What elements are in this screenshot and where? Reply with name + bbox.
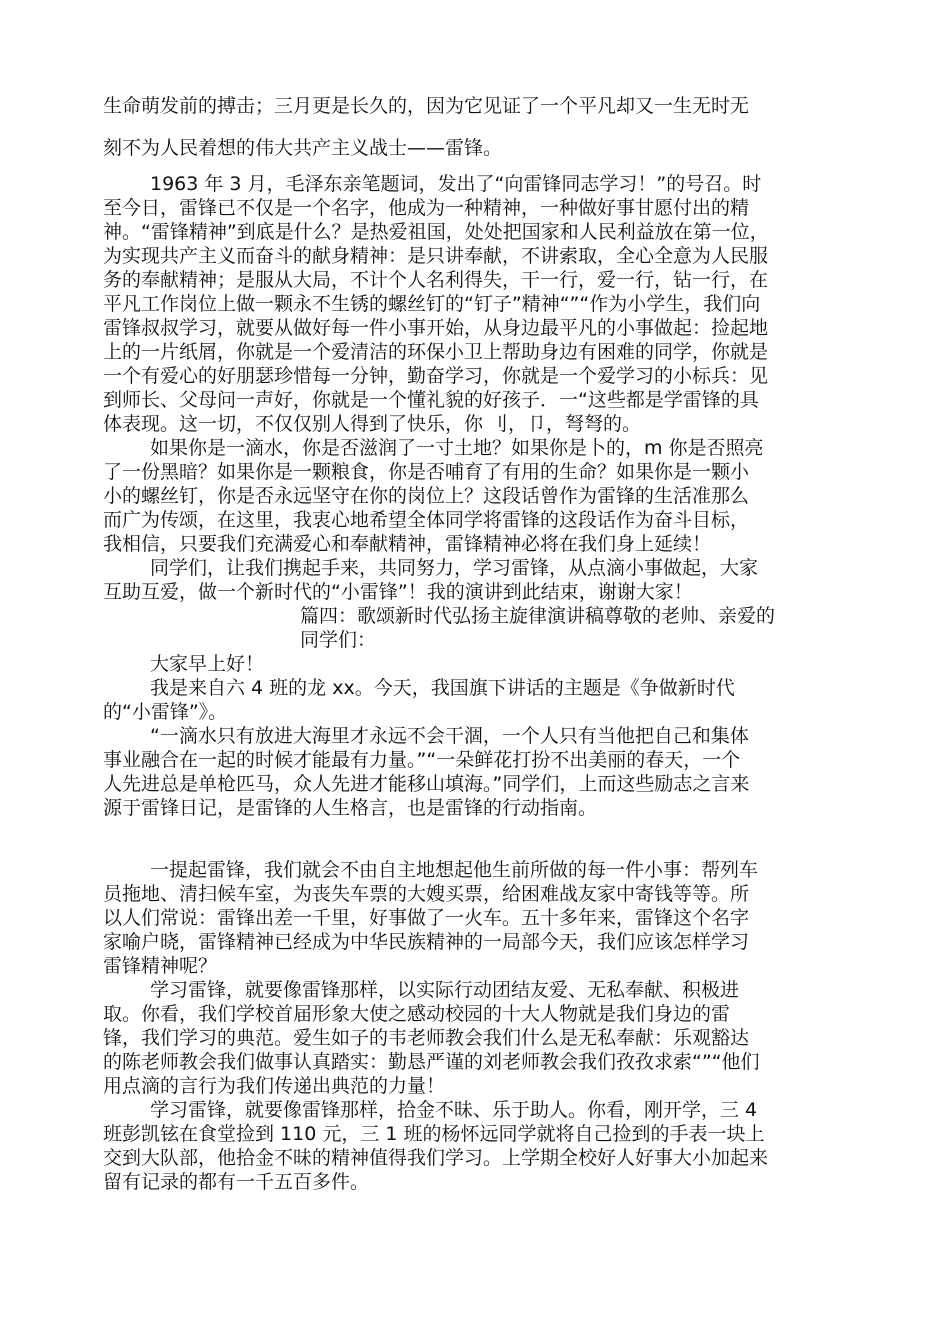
text-line: 刻不为人民着想的伟大共产主义战士——雷锋。	[103, 137, 503, 159]
text-line: 雷锋叔叔学习，就要从做好每一件小事开始，从身边最平凡的小事做起：捡起地	[103, 317, 769, 339]
text-line: 人先进总是单枪匹马，众人先进才能移山填海。”同学们，上而这些励志之言来	[103, 773, 750, 795]
text-line: 源于雷锋日记，是雷锋的人生格言，也是雷锋的行动指南。	[103, 797, 598, 819]
text-line: 小的螺丝钉，你是否永远坚守在你的岗位上？这段话曾作为雷锋的生活准那么	[103, 485, 750, 507]
text-line: 学习雷锋，就要像雷锋那样，以实际行动团结友爱、无私奉献、积极进	[150, 979, 740, 1001]
text-line: 学习雷锋，就要像雷锋那样，拾金不昧、乐于助人。你看，刚开学，三 4	[150, 1099, 758, 1121]
text-line: 而广为传颂，在这里，我衷心地希望全体同学将雷锋的这段话作为奋斗目标，	[103, 509, 750, 531]
text-line: 取。你看，我们学校首届形象大使之感动校园的十大人物就是我们身边的雷	[103, 1003, 731, 1025]
text-line: 神。“雷锋精神”到底是什么？是热爱祖国，处处把国家和人民利益放在第一位，	[103, 221, 769, 243]
text-line: 一个有爱心的好朋瑟珍惜每一分钟，勤奋学习，你就是一个爱学习的小标兵：见	[103, 365, 769, 387]
text-line: 雷锋精神呢？	[103, 955, 218, 977]
text-line: 1963 年 3 月，毛泽东亲笔题词，发出了“向雷锋同志学习！”的号召。时	[150, 173, 762, 195]
text-line: 务的奉献精神；是服从大局，不计个人名利得失，干一行，爱一行，钻一行，在	[103, 269, 769, 291]
text-line: 大家早上好！	[150, 653, 265, 675]
text-line: 我是来自六 4 班的龙 xx。今天，我国旗下讲话的主题是《争做新时代	[150, 677, 735, 699]
text-line: 上的一片纸屑，你就是一个爱清洁的环保小卫上帮助身边有困难的同学，你就是	[103, 341, 769, 363]
text-line: 生命萌发前的搏击；三月更是长久的，因为它见证了一个平凡却又一生无时无	[103, 95, 750, 117]
text-line: 为实现共产主义而奋斗的献身精神：是只讲奉献，不讲索取，全心全意为人民服	[103, 245, 769, 267]
text-line: 的“小雷锋”》。	[103, 701, 228, 723]
text-line: 同学们，让我们携起手来，共同努力，学习雷锋，从点滴小事做起，大家	[150, 557, 759, 579]
text-line: 锋，我们学习的典范。爱生如子的韦老师教会我们什么是无私奉献：乐观豁达	[103, 1027, 750, 1049]
text-line: 了一份黑暗？如果你是一颗粮食，你是否哺育了有用的生命？如果你是一颗小	[103, 461, 750, 483]
text-line: 的陈老师教会我们做事认真踏实：勤恳严谨的刘老师教会我们孜孜求索“”“他们	[103, 1051, 760, 1073]
text-line: 班彭凯铉在食堂捡到 110 元，三 1 班的杨怀远同学就将自己捡到的手表一块上	[103, 1123, 765, 1145]
text-line: 交到大队部，他拾金不昧的精神值得我们学习。上学期全校好人好事大小加起来	[103, 1147, 769, 1169]
text-line: 用点滴的言行为我们传递出典范的力量！	[103, 1075, 446, 1097]
text-line: 至今日，雷锋已不仅是一个名字，他成为一种精神，一种做好事甘愿付出的精	[103, 197, 750, 219]
text-line: 我相信，只要我们充满爱心和奉献精神，雷锋精神必将在我们身上延续！	[103, 533, 712, 555]
text-line: 留有记录的都有一千五百多件。	[103, 1171, 370, 1193]
text-line: 平凡工作岗位上做一颗永不生锈的螺丝钉的“钉子”精神“”“作为小学生，我们向	[103, 293, 761, 315]
section-heading: 篇四：歌颂新时代弘扬主旋律演讲稿尊敬的老帅、亲爱的	[300, 605, 776, 627]
text-line: 互助互爱，做一个新时代的“小雷锋”！我的演讲到此结束，谢谢大家！	[103, 581, 693, 603]
text-line: 一提起雷锋，我们就会不由自主地想起他生前所做的每一件小事：帮列车	[150, 859, 759, 881]
section-heading: 同学们：	[300, 629, 377, 651]
text-line: 如果你是一滴水，你是否滋润了一寸土地？如果你是卜的，m 你是否照亮	[150, 437, 764, 459]
text-line: “一滴水只有放进大海里才永远不会干涸，一个人只有当他把自己和集体	[150, 725, 749, 747]
text-line: 员拖地、清扫候车室，为丧失车票的大嫂买票，给困难战友家中寄钱等等。所	[103, 883, 750, 905]
text-line: 到师长、父母问一声好，你就是一个懂礼貌的好孩子．一“这些都是学雷锋的具	[103, 389, 759, 411]
text-line: 体表现。这一切，不仅仅别人得到了快乐，你 刂，卩，弩弩的。	[103, 413, 642, 435]
text-line: 家喻户晓，雷锋精神已经成为中华民族精神的一局部今天，我们应该怎样学习	[103, 931, 750, 953]
text-line: 事业融合在一起的时候才能最有力量。”“一朵鲜花打扮不出美丽的春天，一个	[103, 749, 741, 771]
text-line: 以人们常说：雷锋出差一千里，好事做了一火车。五十多年来，雷锋这个名字	[103, 907, 750, 929]
